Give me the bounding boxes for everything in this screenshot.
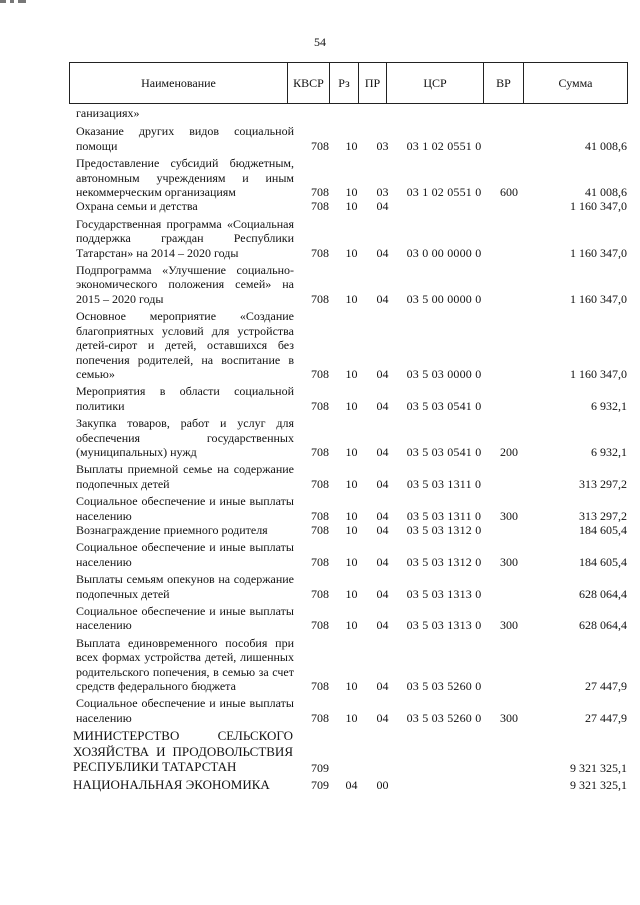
header-kvsr: КВСР: [288, 63, 330, 104]
page-number: 54: [314, 35, 326, 49]
row-rz: 10: [345, 476, 358, 491]
row-vr: 300: [500, 508, 518, 523]
table-row: [69, 604, 627, 633]
row-csr: 03 5 03 0541 0: [406, 398, 482, 413]
row-pr: 04: [376, 554, 389, 569]
row-pr: 03: [376, 185, 389, 200]
row-csr: 03 0 00 0000 0: [406, 245, 482, 260]
row-rz: 10: [345, 554, 358, 569]
row-rz: 10: [345, 522, 358, 537]
row-sum: 9 321 325,1: [570, 760, 627, 775]
row-kvsr: 708: [311, 508, 329, 523]
row-csr: 03 5 03 0541 0: [406, 444, 482, 459]
row-csr: 03 5 03 5260 0: [406, 710, 482, 725]
row-rz: 10: [345, 199, 358, 214]
row-rz: 10: [345, 586, 358, 601]
row-csr: 03 5 00 0000 0: [406, 291, 482, 306]
table-row: [69, 523, 627, 537]
row-csr: 03 5 03 1313 0: [406, 618, 482, 633]
row-vr: 600: [500, 185, 518, 200]
row-name: Социальное обеспечение и иные выплаты населению: [76, 540, 294, 569]
header-vr: ВР: [484, 63, 524, 104]
row-kvsr: 708: [311, 710, 329, 725]
row-pr: 04: [376, 291, 389, 306]
row-name: НАЦИОНАЛЬНАЯ ЭКОНОМИКА: [73, 777, 270, 793]
row-csr: 03 5 03 1312 0: [406, 554, 482, 569]
row-sum: 1 160 347,0: [570, 366, 627, 381]
table-row: [69, 124, 627, 153]
row-name: Охрана семьи и детства: [76, 199, 198, 214]
table-row: [69, 106, 627, 120]
table-row: [69, 777, 627, 793]
table-row: [69, 217, 627, 260]
row-name: ганизациях»: [76, 106, 140, 120]
row-sum: 184 605,4: [579, 554, 627, 569]
row-vr: 300: [500, 618, 518, 633]
table-row: [69, 416, 627, 459]
row-csr: 03 5 03 1311 0: [406, 508, 482, 523]
row-kvsr: 708: [311, 476, 329, 491]
row-vr: 300: [500, 710, 518, 725]
table-row: [69, 728, 627, 775]
row-sum: 6 932,1: [591, 444, 627, 459]
table-row: [69, 156, 627, 199]
row-sum: 9 321 325,1: [570, 778, 627, 793]
row-sum: 6 932,1: [591, 398, 627, 413]
row-name: Выплаты приемной семье на содержание подопечных детей: [76, 462, 294, 491]
table-row: [69, 572, 627, 601]
row-pr: 04: [376, 476, 389, 491]
row-vr: 300: [500, 554, 518, 569]
row-sum: 184 605,4: [579, 522, 627, 537]
row-name: Социальное обеспечение и иные выплаты населению: [76, 494, 294, 523]
row-kvsr: 708: [311, 618, 329, 633]
row-rz: 10: [345, 185, 358, 200]
row-name: Социальное обеспечение и иные выплаты населению: [76, 696, 294, 725]
row-sum: 1 160 347,0: [570, 245, 627, 260]
row-sum: 41 008,6: [585, 138, 627, 153]
row-rz: 04: [345, 778, 358, 793]
row-rz: 10: [345, 138, 358, 153]
header-csr: ЦСР: [387, 63, 484, 104]
table-header: [69, 62, 628, 104]
row-pr: 04: [376, 245, 389, 260]
row-kvsr: 708: [311, 522, 329, 537]
row-name: Социальное обеспечение и иные выплаты населению: [76, 604, 294, 633]
row-sum: 1 160 347,0: [570, 291, 627, 306]
row-sum: 27 447,9: [585, 679, 627, 694]
table-row: [69, 384, 627, 413]
row-kvsr: 709: [311, 760, 329, 775]
row-rz: 10: [345, 398, 358, 413]
row-pr: 04: [376, 508, 389, 523]
table-row: [69, 540, 627, 569]
row-kvsr: 708: [311, 444, 329, 459]
row-sum: 313 297,2: [579, 508, 627, 523]
row-name: Закупка товаров, работ и услуг для обеспечения государственных (муниципальных) нужд: [76, 416, 294, 459]
table-row: [69, 494, 627, 523]
row-pr: 04: [376, 398, 389, 413]
row-pr: 04: [376, 522, 389, 537]
row-pr: 00: [376, 778, 389, 793]
row-rz: 10: [345, 366, 358, 381]
row-pr: 04: [376, 366, 389, 381]
row-name: Выплаты семьям опекунов на содержание подопечных детей: [76, 572, 294, 601]
row-sum: 628 064,4: [579, 618, 627, 633]
row-csr: 03 5 03 5260 0: [406, 679, 482, 694]
row-name: Вознаграждение приемного родителя: [76, 522, 268, 537]
row-kvsr: 708: [311, 554, 329, 569]
row-pr: 04: [376, 618, 389, 633]
row-sum: 628 064,4: [579, 586, 627, 601]
row-kvsr: 708: [311, 185, 329, 200]
row-name: Оказание других видов социальной помощи: [76, 124, 294, 153]
row-sum: 41 008,6: [585, 185, 627, 200]
row-rz: 10: [345, 679, 358, 694]
row-kvsr: 708: [311, 199, 329, 214]
table-row: [69, 199, 627, 213]
row-name: Выплата единовременного пособия при всех формах устройства детей, лишенных родительского попечения, в семью за счет средств федерального бюджета: [76, 635, 294, 694]
row-pr: 04: [376, 586, 389, 601]
row-rz: 10: [345, 710, 358, 725]
row-name: Основное мероприятие «Создание благоприятных условий для устройства детей-сирот и детей, оставшихся без попечения родителей, на воспитание в семью»: [76, 309, 294, 381]
row-kvsr: 708: [311, 366, 329, 381]
row-csr: 03 5 03 1311 0: [406, 476, 482, 491]
row-csr: 03 5 03 0000 0: [406, 366, 482, 381]
row-pr: 04: [376, 679, 389, 694]
row-kvsr: 708: [311, 679, 329, 694]
row-csr: 03 1 02 0551 0: [406, 185, 482, 200]
row-pr: 04: [376, 199, 389, 214]
table-row: [69, 462, 627, 491]
row-rz: 10: [345, 618, 358, 633]
row-kvsr: 708: [311, 586, 329, 601]
row-csr: 03 5 03 1313 0: [406, 586, 482, 601]
table-row: [69, 636, 627, 694]
row-name: Подпрограмма «Улучшение социально-экономического положения семей» на 2015 – 2020 годы: [76, 263, 294, 306]
row-kvsr: 708: [311, 291, 329, 306]
budget-table-body: [69, 106, 627, 793]
row-rz: 10: [345, 291, 358, 306]
row-rz: 10: [345, 245, 358, 260]
table-row: [69, 309, 627, 381]
table-row: [69, 696, 627, 725]
header-pr: ПР: [359, 63, 387, 104]
row-pr: 03: [376, 138, 389, 153]
header-sum: Сумма: [524, 63, 628, 104]
scan-edge-mark: [0, 0, 34, 8]
row-name: МИНИСТЕРСТВО СЕЛЬСКОГО ХОЗЯЙСТВА И ПРОДОВОЛЬСТВИЯ РЕСПУБЛИКИ ТАТАРСТАН: [73, 728, 293, 775]
row-name: Государственная программа «Социальная поддержка граждан Республики Татарстан» на 2014 – 2020 годы: [76, 216, 294, 260]
row-csr: 03 1 02 0551 0: [406, 138, 482, 153]
row-kvsr: 708: [311, 245, 329, 260]
row-name: Мероприятия в области социальной политики: [76, 384, 294, 413]
row-sum: 313 297,2: [579, 476, 627, 491]
header-name: Наименование: [70, 63, 288, 104]
row-name: Предоставление субсидий бюджетным, автономным учреждениям и иным некоммерческим организациям: [76, 156, 294, 200]
row-sum: 1 160 347,0: [570, 199, 627, 214]
row-csr: 03 5 03 1312 0: [406, 522, 482, 537]
row-rz: 10: [345, 444, 358, 459]
header-rz: Рз: [330, 63, 359, 104]
row-kvsr: 708: [311, 138, 329, 153]
row-pr: 04: [376, 444, 389, 459]
row-kvsr: 708: [311, 398, 329, 413]
row-pr: 04: [376, 710, 389, 725]
row-kvsr: 709: [311, 778, 329, 793]
row-sum: 27 447,9: [585, 710, 627, 725]
row-rz: 10: [345, 508, 358, 523]
row-vr: 200: [500, 444, 518, 459]
table-row: [69, 263, 627, 306]
